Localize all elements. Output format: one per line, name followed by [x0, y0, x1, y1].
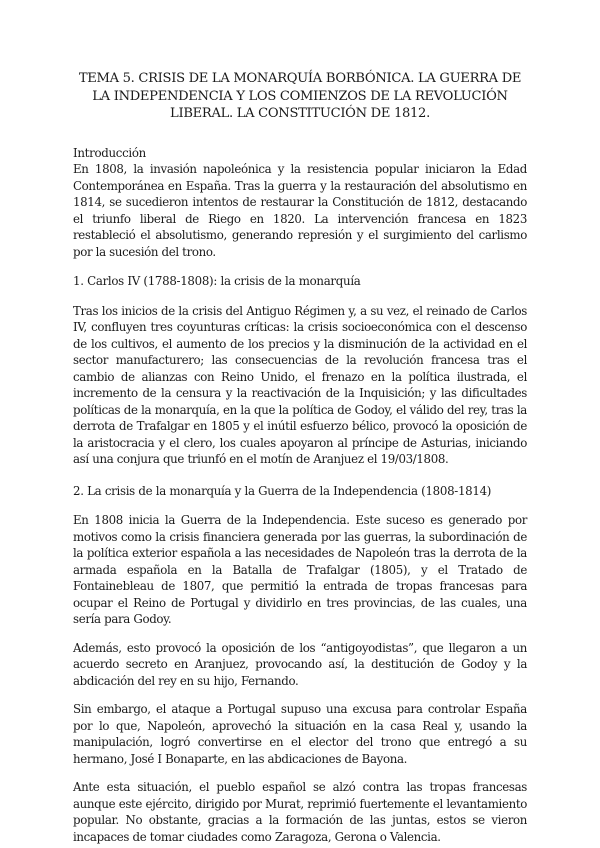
section-1-heading: 1. Carlos IV (1788-1808): la crisis de la monarquía [73, 274, 361, 288]
document-title: TEMA 5. CRISIS DE LA MONARQUÍA BORBÓNICA. LA GUERRA DE LA INDEPENDENCIA Y LOS COMIENZOS DE LA REVOLUCIÓN LIBERAL. LA CONSTITUCIÓN DE 1812. [78, 71, 522, 121]
intro-paragraph: En 1808, la invasión napoleónica y la resistencia popular iniciaron la Edad Contemporánea en España. Tras la guerra y la restauración del absolutismo en 1814, se sucedieron intentos de restaurar la Constitución de 1812, destacando el triunfo liberal de Riego en 1820. La intervención francesa en 1823 restableció el absolutismo, generando represión y el surgimiento del carlismo por la sucesión del trono. [73, 162, 527, 259]
intro-heading: Introducción [73, 145, 146, 160]
section-2-paragraph-3: Sin embargo, el ataque a Portugal supuso una excusa para controlar España por lo que, Napoleón, aprovechó la situación en la casa Real y, usando la manipulación, logró convertirse en el elector del trono que entregó a su hermano, José I Bonaparte, en las abdicaciones de Bayona. [73, 702, 527, 766]
section-2-paragraph-4: Ante esta situación, el pueblo español se alzó contra las tropas francesas aunque este ejército, dirigido por Murat, reprimió fuertemente el levantamiento popular. No obstante, gracias a la formación de las juntas, estos se vieron incapaces de tomar ciudades como Zaragoza, Gerona o Valencia. [73, 780, 527, 844]
document-body [73, 70, 527, 845]
section-2-heading: 2. La crisis de la monarquía y la Guerra de la Independencia (1808-1814) [73, 483, 492, 498]
section-1-paragraph: Tras los inicios de la crisis del Antiguo Régimen y, a su vez, el reinado de Carlos IV, confluyen tres coyunturas críticas: la crisis socioeconómica con el descenso de los cultivos, el aumento de los precios y la disminución de la actividad en el sector manufacturero; las consecuencias de la revolución francesa tras el cambio de alianzas con Reino Unido, el frenazo en la política ilustrada, el incremento de la censura y la reactivación de la Inquisición; y las dificultades políticas de la monarquía, en la que la política de Godoy, el válido del rey, tras la derrota de Trafalgar en 1805 y el inútil esfuerzo bélico, provocó la oposición de la aristocracia y el clero, los cuales apoyaron al príncipe de Asturias, iniciando así una conjura que triunfó en el motín de Aranjuez el 19/03/1808. [73, 303, 527, 466]
section-2-paragraph-2: Además, esto provocó la oposición de los “antigoyodistas”, que llegaron a un acuerdo secreto en Aranjuez, provocando así, la destitución de Godoy y la abdicación del rey en su hijo, Fernando. [73, 640, 527, 688]
section-2-paragraph-1: En 1808 inicia la Guerra de la Independencia. Este suceso es generado por motivos como la crisis financiera generada por las guerras, la subordinación de la política exterior española a las necesidades de Napoleón tras la derrota de la armada española en la Batalla de Trafalgar (1805), y el Tratado de Fontainebleau de 1807, que permitió la entrada de tropas francesas para ocupar el Reino de Portugal y dividirlo en tres provincias, de las cuales, una sería para Godoy. [73, 513, 527, 626]
